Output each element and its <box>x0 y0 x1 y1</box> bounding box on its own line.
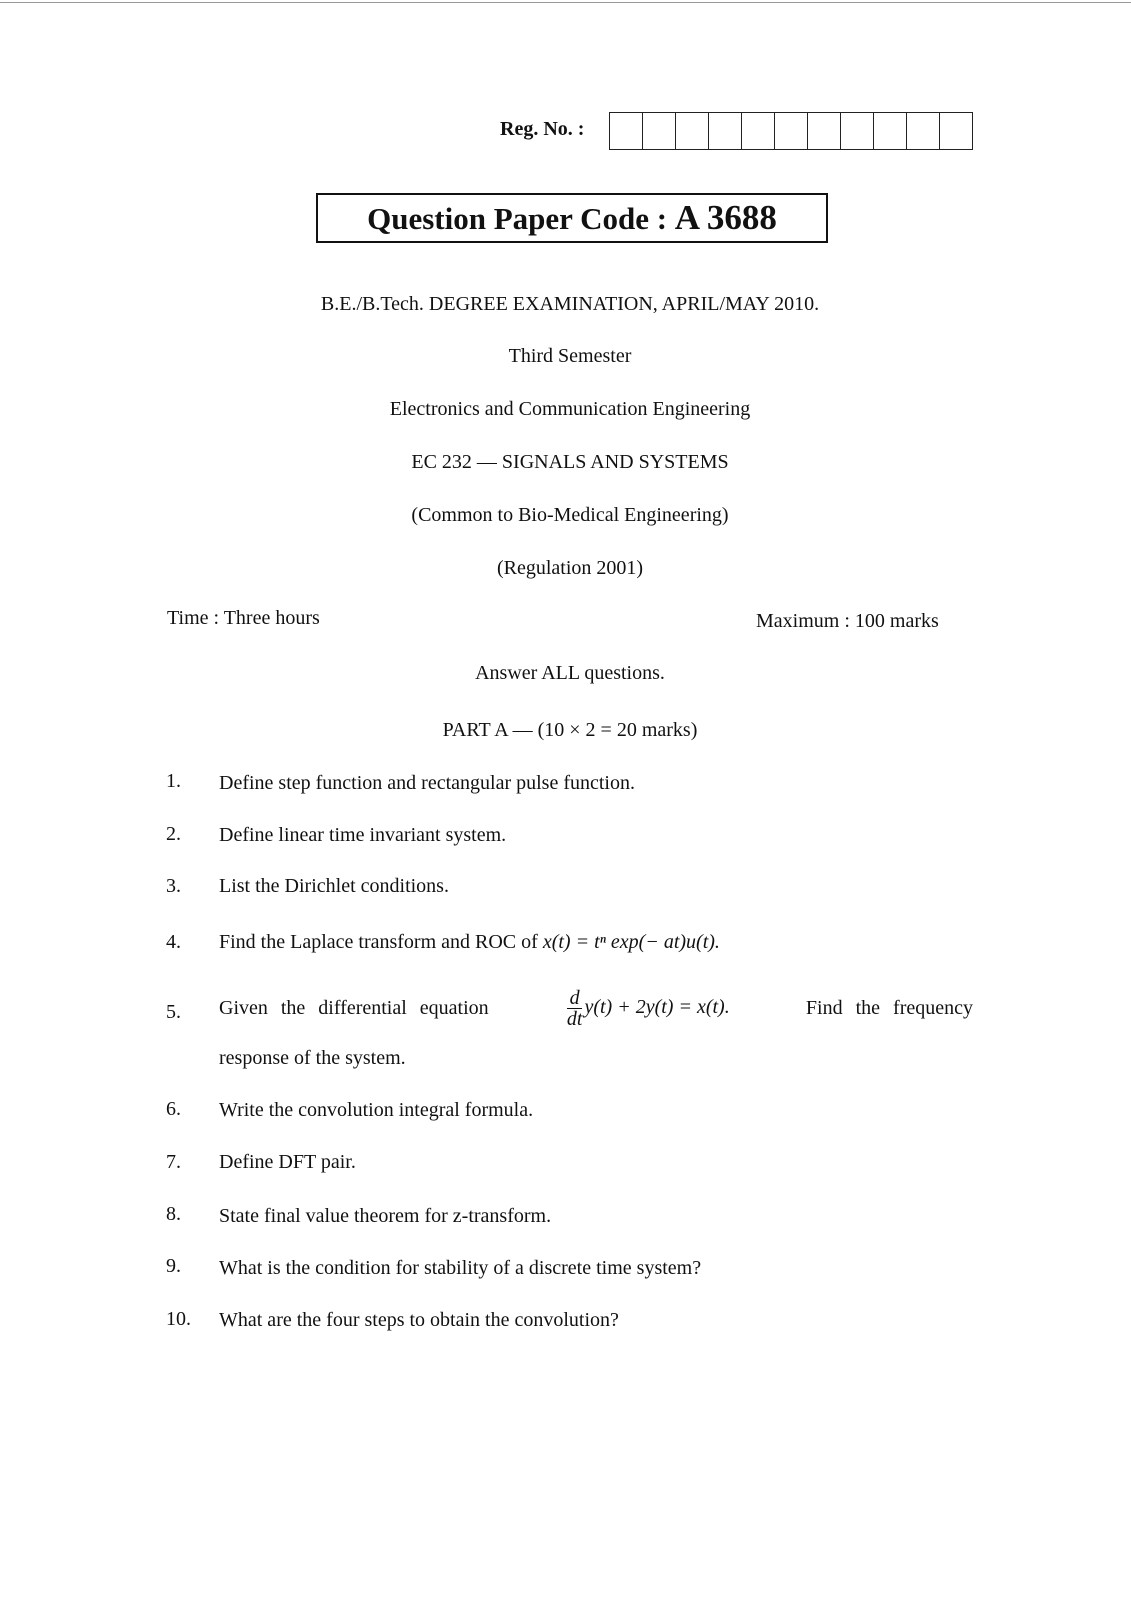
question-text: Define step function and rectangular pulse function. <box>219 772 635 794</box>
reg-box <box>643 113 676 149</box>
reg-box <box>808 113 841 149</box>
code-value: A 3688 <box>674 198 777 237</box>
question-text: Write the convolution integral formula. <box>219 1099 534 1121</box>
reg-box <box>874 113 907 149</box>
question-text: List the Dirichlet conditions. <box>219 875 449 897</box>
question-number: 1. <box>166 770 181 792</box>
question-text: State final value theorem for z-transform. <box>219 1205 552 1227</box>
reg-no-label: Reg. No. : <box>500 118 585 140</box>
question-number: 7. <box>166 1151 181 1173</box>
reg-box <box>709 113 742 149</box>
reg-box <box>940 113 972 149</box>
subject: EC 232 — SIGNALS AND SYSTEMS <box>411 451 729 473</box>
reg-no-boxes <box>609 112 973 150</box>
math-expression <box>565 988 730 1029</box>
question-text-part: Find the frequency <box>805 997 973 1019</box>
question-text <box>219 931 720 954</box>
equation-body: y(t) + 2y(t) = x(t). <box>584 996 730 1019</box>
frac-numerator: d <box>567 988 583 1009</box>
question-number: 4. <box>166 931 181 953</box>
question-number: 10. <box>166 1308 191 1330</box>
semester: Third Semester <box>508 345 632 367</box>
question-number: 5. <box>166 1001 181 1023</box>
question-number: 6. <box>166 1098 181 1120</box>
question-text: response of the system. <box>219 1047 406 1069</box>
question-text: What is the condition for stability of a discrete time system? <box>219 1257 702 1279</box>
question-number: 3. <box>166 875 181 897</box>
regulation: (Regulation 2001) <box>496 557 644 579</box>
scan-edge-line <box>0 2 1131 3</box>
question-text: Define linear time invariant system. <box>219 824 507 846</box>
reg-box <box>841 113 874 149</box>
time-allowed: Time : Three hours <box>167 607 320 629</box>
code-label: Question Paper Code : <box>367 201 668 236</box>
question-text-part: Given the differential equation <box>219 997 489 1019</box>
math-expression: x(t) = tⁿ exp(− at)u(t). <box>542 931 720 953</box>
reg-box <box>907 113 940 149</box>
question-number: 8. <box>166 1203 181 1225</box>
question-text: Define DFT pair. <box>219 1151 356 1173</box>
reg-box <box>775 113 808 149</box>
question-number: 9. <box>166 1255 181 1277</box>
question-text: What are the four steps to obtain the convolution? <box>219 1309 619 1331</box>
reg-box <box>610 113 643 149</box>
exam-title: B.E./B.Tech. DEGREE EXAMINATION, APRIL/MAY 2010. <box>320 293 820 315</box>
question-paper-code <box>316 193 828 243</box>
reg-box <box>676 113 709 149</box>
maximum-marks: Maximum : 100 marks <box>756 610 939 632</box>
reg-box <box>742 113 775 149</box>
question-text-part: Find the Laplace transform and ROC of <box>219 931 538 953</box>
common-to: (Common to Bio-Medical Engineering) <box>411 504 729 526</box>
instruction: Answer ALL questions. <box>475 662 665 684</box>
frac-denominator: dt <box>566 1008 583 1030</box>
derivative-fraction <box>567 988 583 1029</box>
question-number: 2. <box>166 823 181 845</box>
part-heading: PART A — (10 × 2 = 20 marks) <box>442 719 698 741</box>
question-text <box>219 988 973 1029</box>
branch: Electronics and Communication Engineering <box>389 398 751 420</box>
